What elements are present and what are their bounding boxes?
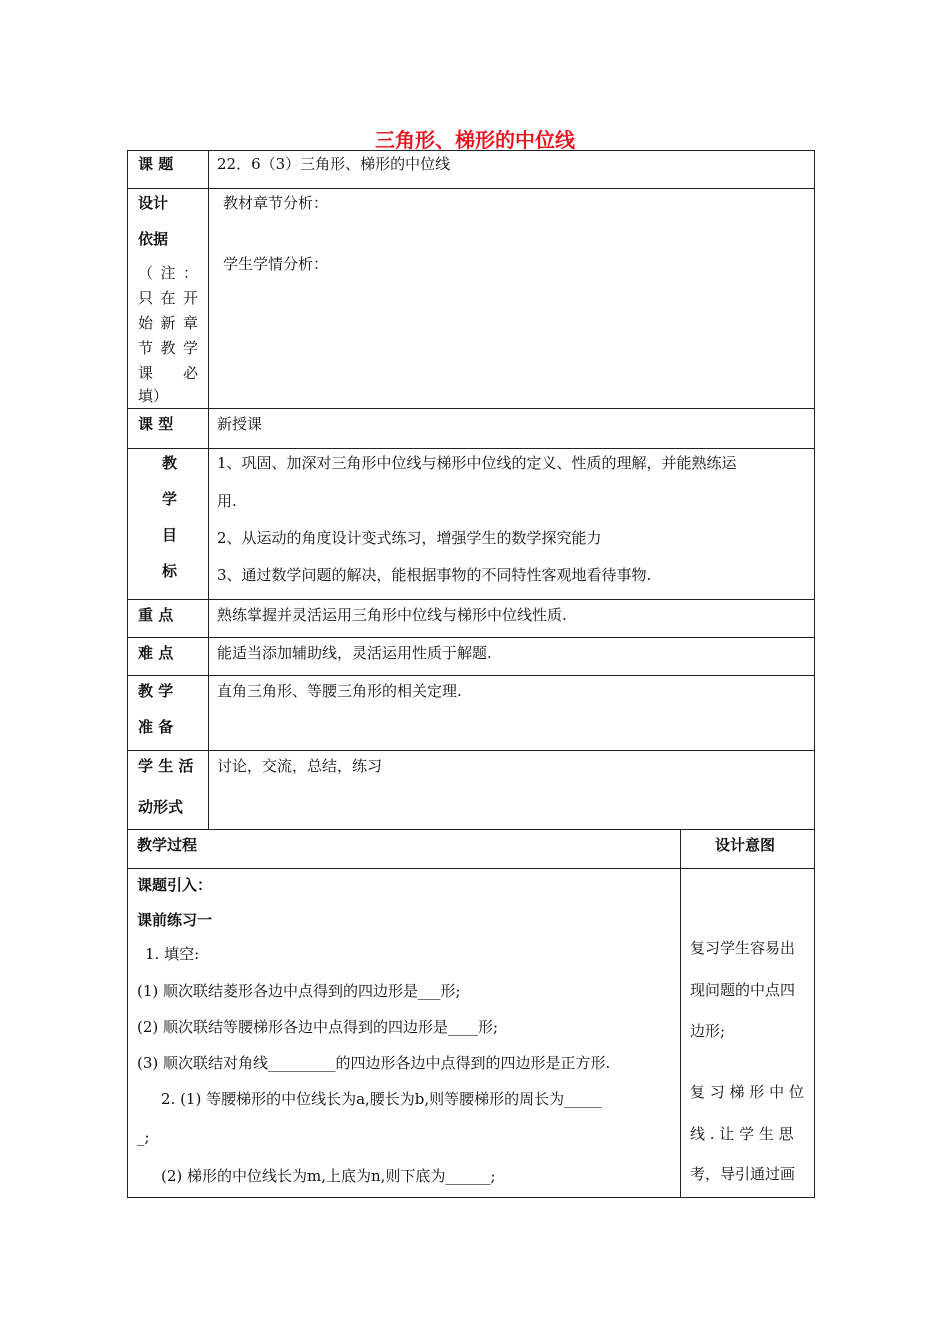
basis-note-line: 课 必 [138,364,198,382]
key-point-label: 重 点 [138,606,174,624]
process-line: 课前练习一 [137,911,213,929]
type-label: 课 型 [138,415,174,433]
process-line: (3) 顺次联结对角线_________的四边形各边中点得到的四边形是正方形. [137,1054,611,1072]
row-divider [128,829,814,830]
row-divider [128,637,814,638]
key-point-value: 熟练掌握并灵活运用三角形中位线与梯形中位线性质. [217,606,567,624]
type-value: 新授课 [217,415,263,433]
intent-line: 线 . 让 学 生 思 [690,1125,794,1143]
process-header: 教学过程 [137,836,198,854]
basis-label-1: 设计 [138,194,169,212]
goal-item: 3、通过数学问题的解决，能根据事物的不同特性客观地看待事物. [217,566,652,584]
goals-label-char: 目 [162,526,178,544]
difficulty-label: 难 点 [138,644,174,662]
process-line: 1. 填空: [145,945,200,963]
process-line: (2) 顺次联结等腰梯形各边中点得到的四边形是____形; [137,1018,499,1036]
page-title: 三角形、梯形的中位线 [375,128,575,152]
lesson-plan-table [127,150,815,1198]
basis-note-line: 填） [138,387,169,405]
intent-line: 复习学生容易出 [690,939,796,957]
goals-label-char: 标 [162,562,178,580]
prep-label-1: 教 学 [138,682,174,700]
intent-line: 现问题的中点四 [690,981,796,999]
row-divider [128,750,814,751]
process-line: _; [137,1128,150,1146]
process-line: 2. (1) 等腰梯形的中位线长为a,腰长为b,则等腰梯形的周长为_____ [161,1090,602,1108]
process-line: (1) 顺次联结菱形各边中点得到的四边形是___形; [137,982,461,1000]
basis-note-line: 只 在 开 [138,289,198,307]
goal-item: 1、巩固、加深对三角形中位线与梯形中位线的定义、性质的理解，并能熟练运 [217,454,737,472]
column-divider [680,829,681,1198]
intent-line: 考，导引通过画 [690,1165,796,1183]
basis-note-line: （ 注 ： [138,264,198,282]
activity-value: 讨论，交流，总结，练习 [217,757,383,775]
basis-note-line: 节 教 学 [138,339,198,357]
row-divider [128,599,814,600]
goal-item: 2、从运动的角度设计变式练习，增强学生的数学探究能力 [217,529,602,547]
topic-label: 课 题 [138,155,174,173]
goals-label-char: 学 [162,490,178,508]
process-line: (2) 梯形的中位线长为m,上底为n,则下底为______; [161,1167,496,1185]
basis-note-line: 始 新 章 [138,314,198,332]
material-analysis-label: 教材章节分析： [223,194,329,212]
process-line: 课题引入： [137,876,213,894]
intent-header: 设计意图 [715,836,776,854]
topic-value: 22．6（3）三角形、梯形的中位线 [217,155,451,173]
student-analysis-label: 学生学情分析： [223,255,329,273]
activity-label-2: 动形式 [138,798,184,816]
difficulty-value: 能适当添加辅助线，灵活运用性质于解题. [217,644,492,662]
row-divider [128,408,814,409]
prep-value: 直角三角形、等腰三角形的相关定理. [217,682,462,700]
intent-line: 复 习 梯 形 中 位 [690,1083,804,1101]
goals-label-char: 教 [162,454,178,472]
row-divider [128,868,814,869]
column-divider [208,151,209,829]
prep-label-2: 准 备 [138,718,174,736]
activity-label-1: 学 生 活 [138,757,194,775]
row-divider [128,448,814,449]
goal-item: 用. [217,492,237,510]
basis-label-2: 依据 [138,230,169,248]
intent-line: 边形; [690,1022,726,1040]
row-divider [128,675,814,676]
row-divider [128,188,814,189]
